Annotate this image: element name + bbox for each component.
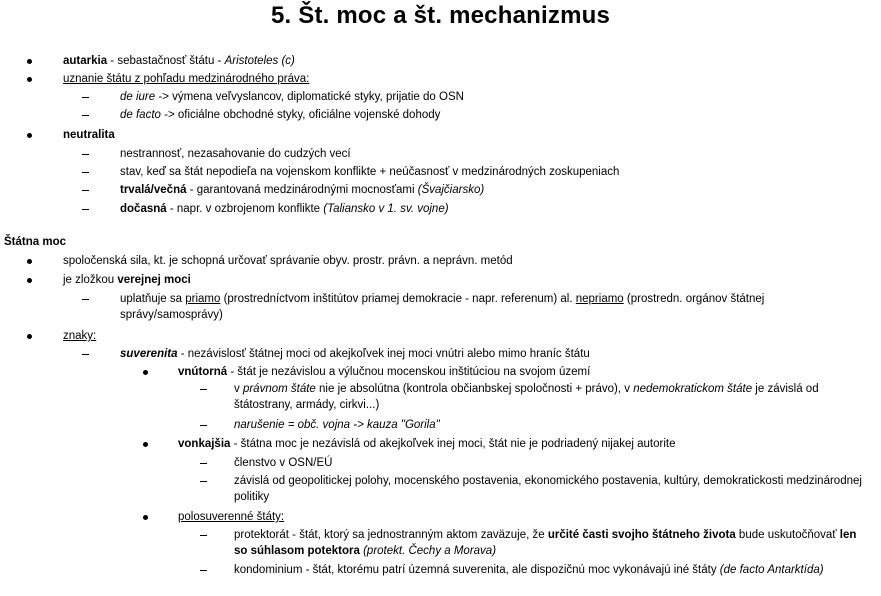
dash-marker: [82, 209, 89, 210]
vnutorna-item1: [234, 381, 862, 413]
autarkia-line: [63, 53, 295, 69]
suverenita-desc: - nezávislosť štátnej moci od akejkoľvek inej moci vnútri alebo mimo hraníc štátu: [177, 348, 590, 360]
vnutorna-item2: narušenie = obč. vojna -> kauza "Gorila": [234, 419, 440, 431]
uplatnuje-p3: (prostredn. orgánov štátnej správy/samosprávy): [120, 293, 765, 321]
autarkia-source: Aristoteles (c): [224, 55, 295, 67]
protektorat-i1: (protekt. Čechy a Morava): [363, 545, 497, 557]
vonkajsia-item2: závislá od geopolitickej polohy, mocenského postavenia, ekonomického postavenia, kultúry, demokratickosti medzinárodnej politiky: [234, 475, 862, 503]
bullet-marker: [143, 442, 148, 447]
uplatnuje-p2: (prostredníctvom inštitútov priamej demokracie - napr. referenum) al.: [220, 293, 576, 305]
docasna-line: [120, 201, 449, 217]
trvala-example: (Švajčiarsko): [417, 184, 485, 196]
uplatnuje-line: [120, 291, 860, 323]
bullet-marker: [27, 278, 32, 283]
zlozka-prefix: je zložkou: [63, 274, 118, 286]
trvala-term: trvalá/večná: [120, 184, 187, 196]
uplatnuje-p1: uplatňuje sa: [120, 293, 186, 305]
protektorat-line: [234, 527, 870, 559]
autarkia-desc: - sebastačnosť štátu -: [107, 55, 225, 67]
dejure-term: de iure: [120, 91, 156, 103]
protektorat-p1: protektorát - štát, ktorý sa jednostranným aktom zaväzuje, že: [234, 529, 548, 541]
suverenita-term: suverenita: [120, 348, 178, 360]
protektorat-p2: bude uskutočňovať: [735, 529, 840, 541]
bullet-marker: [27, 59, 32, 64]
suverenita-line: [120, 346, 590, 362]
autarkia-term: autarkia: [63, 55, 108, 67]
vnutorna-item1-p3: je závislá od štátostrany, armády, cirkvi...): [234, 383, 819, 411]
znaky-label: znaky:: [63, 330, 97, 342]
bullet-marker: [27, 133, 32, 138]
vnutorna-item1-i2: nedemokratickom štáte: [633, 383, 753, 395]
uplatnuje-priamo: priamo: [185, 293, 221, 305]
defacto-line: [120, 107, 440, 123]
dash-marker: [82, 172, 89, 173]
protektorat-b1: určité časti svojho štátneho života: [547, 529, 736, 541]
kondominium-p1: kondominium - štát, ktorému patrí územná suverenita, ale dispozičnú moc vykonávajú iné štáty: [234, 564, 720, 576]
trvala-desc: - garantovaná medzinárodnými mocnosťami: [186, 184, 418, 196]
vonkajsia-line: [178, 436, 675, 452]
protektorat-b2: len so súhlasom potektora: [234, 529, 857, 557]
dash-marker: [82, 299, 89, 300]
vonkajsia-term: vonkajšia: [178, 438, 231, 450]
neutralita-item: nestrannosť, nezasahovanie do cudzých vecí: [120, 148, 351, 160]
dash-marker: [200, 535, 207, 536]
vonkajsia-desc: - štátna moc je nezávislá od akejkoľvek inej moci, štát nie je podriadený nijakej autorite: [230, 438, 676, 450]
dejure-line: [120, 89, 464, 105]
defacto-term: de facto: [120, 109, 161, 121]
kondominium-i1: (de facto Antarktída): [719, 564, 824, 576]
dash-marker: [82, 190, 89, 191]
statna-moc-definition: spoločenská sila, kt. je schopná určovať správanie obyv. prostr. právn. a neprávn. metód: [63, 255, 513, 267]
bullet-marker: [143, 370, 148, 375]
dejure-desc: -> výmena veľvyslancov, diplomatické styky, prijatie do OSN: [155, 91, 464, 103]
defacto-desc: -> oficiálne obchodné styky, oficiálne vojenské dohody: [160, 109, 441, 121]
neutralita-item: stav, keď sa štát nepodieľa na vojenskom konflikte + neúčasnosť v medzinárodných zoskupeniach: [120, 166, 620, 178]
bullet-marker: [27, 334, 32, 339]
statna-moc-heading: Štátna moc: [4, 236, 66, 248]
dash-marker: [82, 115, 89, 116]
vnutorna-item1-p1: v: [234, 383, 243, 395]
docasna-example: (Taliansko v 1. sv. vojne): [323, 203, 449, 215]
dash-marker: [82, 97, 89, 98]
dash-marker: [200, 570, 207, 571]
zlozka-line: [63, 272, 191, 288]
dash-marker: [82, 354, 89, 355]
neutralita-term: neutralita: [63, 129, 115, 141]
docasna-desc: - napr. v ozbrojenom konflikte: [166, 203, 324, 215]
bullet-marker: [143, 515, 148, 520]
kondominium-line: [234, 562, 870, 578]
dash-marker: [200, 425, 207, 426]
vnutorna-line: [178, 364, 590, 380]
vnutorna-term: vnútorná: [178, 366, 228, 378]
trvala-line: [120, 182, 484, 198]
bullet-marker: [27, 77, 32, 82]
vonkajsia-item1: členstvo v OSN/EÚ: [234, 457, 333, 469]
uplatnuje-nepriamo: nepriamo: [575, 293, 624, 305]
uznanie-label: uznanie štátu z pohľadu medzinárodného práva:: [63, 73, 310, 85]
vnutorna-item1-i1: právnom štáte: [242, 383, 316, 395]
page-title: 5. Št. moc a št. mechanizmus: [270, 2, 611, 29]
dash-marker: [200, 389, 207, 390]
dash-marker: [200, 481, 207, 482]
dash-marker: [200, 463, 207, 464]
dash-marker: [82, 154, 89, 155]
vnutorna-desc: - štát je nezávislou a výlučnou mocenskou inštitúciou na svojom území: [227, 366, 591, 378]
vnutorna-item1-p2: nie je absolútna (kontrola občianbskej spoločnosti + právo), v: [315, 383, 634, 395]
zlozka-term: verejnej moci: [117, 274, 191, 286]
bullet-marker: [27, 259, 32, 264]
docasna-term: dočasná: [120, 203, 167, 215]
polosuverenne-label: polosuverenné štáty:: [178, 511, 285, 523]
